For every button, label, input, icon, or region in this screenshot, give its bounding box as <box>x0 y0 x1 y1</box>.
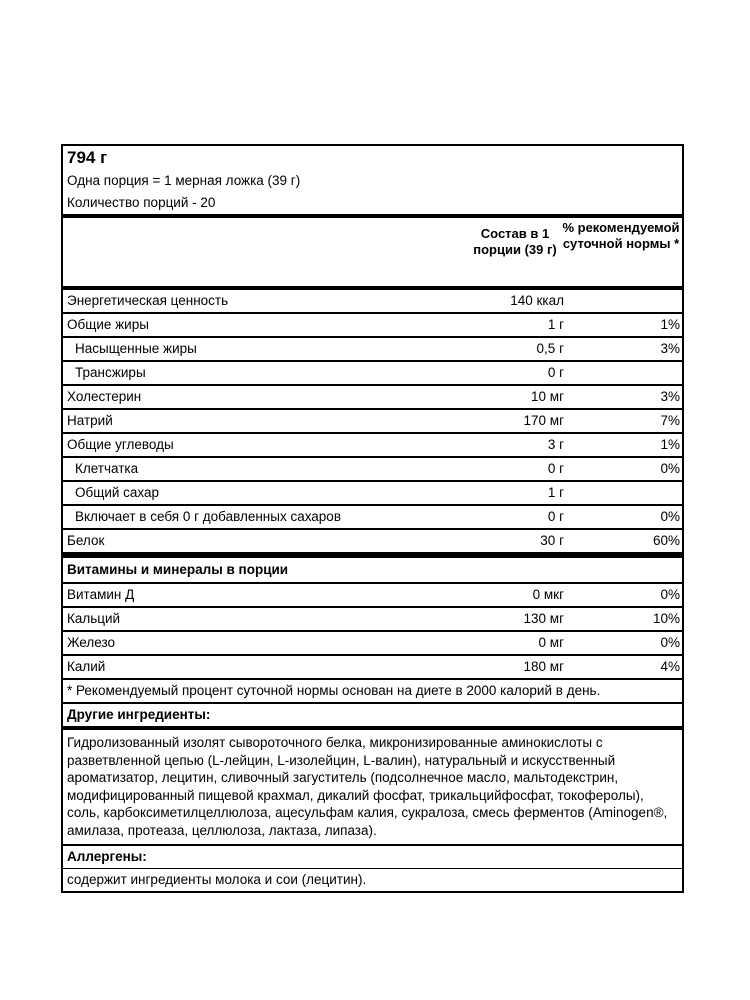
nutrient-name: Холестерин <box>67 389 142 404</box>
nutrient-name: Натрий <box>67 413 113 428</box>
nutrient-value: 170 мг <box>523 413 564 428</box>
nutrient-name: Общий сахар <box>75 485 160 500</box>
table-row <box>63 386 682 408</box>
nutrient-value: 1 г <box>547 317 564 332</box>
nutrient-value: 0 мкг <box>532 587 564 602</box>
nutrient-name: Кальций <box>67 611 121 626</box>
column-headers <box>63 218 682 286</box>
serving-size: Одна порция = 1 мерная ложка (39 г) <box>67 173 301 188</box>
nutrient-name: Трансжиры <box>75 365 146 380</box>
table-row <box>63 608 682 630</box>
nutrient-daily-percent: 7% <box>660 413 680 428</box>
nutrient-daily-percent <box>570 482 682 504</box>
table-row <box>63 506 682 528</box>
table-row <box>63 632 682 654</box>
daily-value-footnote: * Рекомендуемый процент суточной нормы основан на диете в 2000 калорий в день. <box>67 683 601 698</box>
table-row <box>63 482 682 504</box>
ingredients-text: Гидролизованный изолят сывороточного белка, микронизированные аминокислоты с разветвленной цепью (L-лейцин, L-изолейцин, L-валин), натуральный и искусственный ароматизатор, лецитин, сливочный загуститель (подсолнечное масло, мальтодекстрин, модифицированный пищевой крахмал, дикалий фосфат, трикальцийфосфат, токоферолы), соль, карбоксиметилцеллюлоза, ацесульфам калия, сукралоза, смесь ферментов (Aminogen®, амилаза, протеаза, целлюлоза, лактаза, липаза). <box>67 735 668 838</box>
nutrient-value: 180 мг <box>523 659 564 674</box>
net-weight: 794 г <box>67 148 108 167</box>
nutrient-value: 0 г <box>547 509 564 524</box>
table-row <box>63 410 682 432</box>
table-row <box>63 584 682 606</box>
nutrient-daily-percent: 0% <box>660 587 680 602</box>
ingredients-title: Другие ингредиенты: <box>67 707 211 722</box>
nutrient-name: Железо <box>67 635 115 650</box>
nutrient-daily-percent: 0% <box>660 509 680 524</box>
table-row <box>63 338 682 360</box>
nutrient-name: Энергетическая ценность <box>67 293 229 308</box>
nutrient-daily-percent <box>570 290 682 312</box>
nutrient-daily-percent: 1% <box>660 317 680 332</box>
nutrient-daily-percent: 60% <box>652 533 680 548</box>
nutrient-value: 0 г <box>547 461 564 476</box>
nutrient-value: 1 г <box>547 485 564 500</box>
nutrient-name: Общие углеводы <box>67 437 174 452</box>
nutrient-value: 130 мг <box>523 611 564 626</box>
nutrient-daily-percent: 1% <box>660 437 680 452</box>
nutrient-value: 3 г <box>547 437 564 452</box>
nutrient-value: 0 мг <box>538 635 564 650</box>
table-row <box>63 458 682 480</box>
nutrient-daily-percent: 0% <box>660 635 680 650</box>
table-row <box>63 290 682 312</box>
allergens-title: Аллергены: <box>67 849 147 864</box>
nutrient-name: Общие жиры <box>67 317 149 332</box>
nutrient-daily-percent: 3% <box>660 341 680 356</box>
table-row <box>63 656 682 678</box>
nutrient-daily-percent <box>570 362 682 384</box>
nutrient-value: 0 г <box>547 365 564 380</box>
nutrient-name: Насыщенные жиры <box>75 341 197 356</box>
nutrient-name: Включает в себя 0 г добавленных сахаров <box>75 509 341 524</box>
nutrients-table <box>63 290 682 552</box>
table-row <box>63 434 682 456</box>
nutrient-name: Клетчатка <box>75 461 139 476</box>
servings-count: Количество порций - 20 <box>67 195 216 210</box>
nutrient-name: Калий <box>67 659 106 674</box>
nutrient-daily-percent: 0% <box>660 461 680 476</box>
nutrient-daily-percent: 3% <box>660 389 680 404</box>
nutrient-value: 30 г <box>540 533 564 548</box>
vitamins-title: Витамины и минералы в порции <box>67 562 289 577</box>
nutrient-value: 10 мг <box>531 389 564 404</box>
nutrient-value: 0,5 г <box>536 341 564 356</box>
nutrient-daily-percent: 4% <box>660 659 680 674</box>
table-row <box>63 314 682 336</box>
table-row <box>63 530 682 552</box>
nutrient-name: Витамин Д <box>67 587 135 602</box>
vitamins-table <box>63 584 682 678</box>
table-row <box>63 362 682 384</box>
allergens-text: содержит ингредиенты молока и сои (лецитин). <box>67 872 367 887</box>
nutrient-daily-percent: 10% <box>652 611 680 626</box>
nutrient-value: 140 ккал <box>510 293 564 308</box>
nutrient-name: Белок <box>67 533 105 548</box>
daily-value-header: % рекомендуемой суточной нормы * <box>562 220 680 251</box>
per-serving-header: Состав в 1 порции (39 г) <box>473 226 557 257</box>
nutrition-facts-panel <box>61 144 684 893</box>
